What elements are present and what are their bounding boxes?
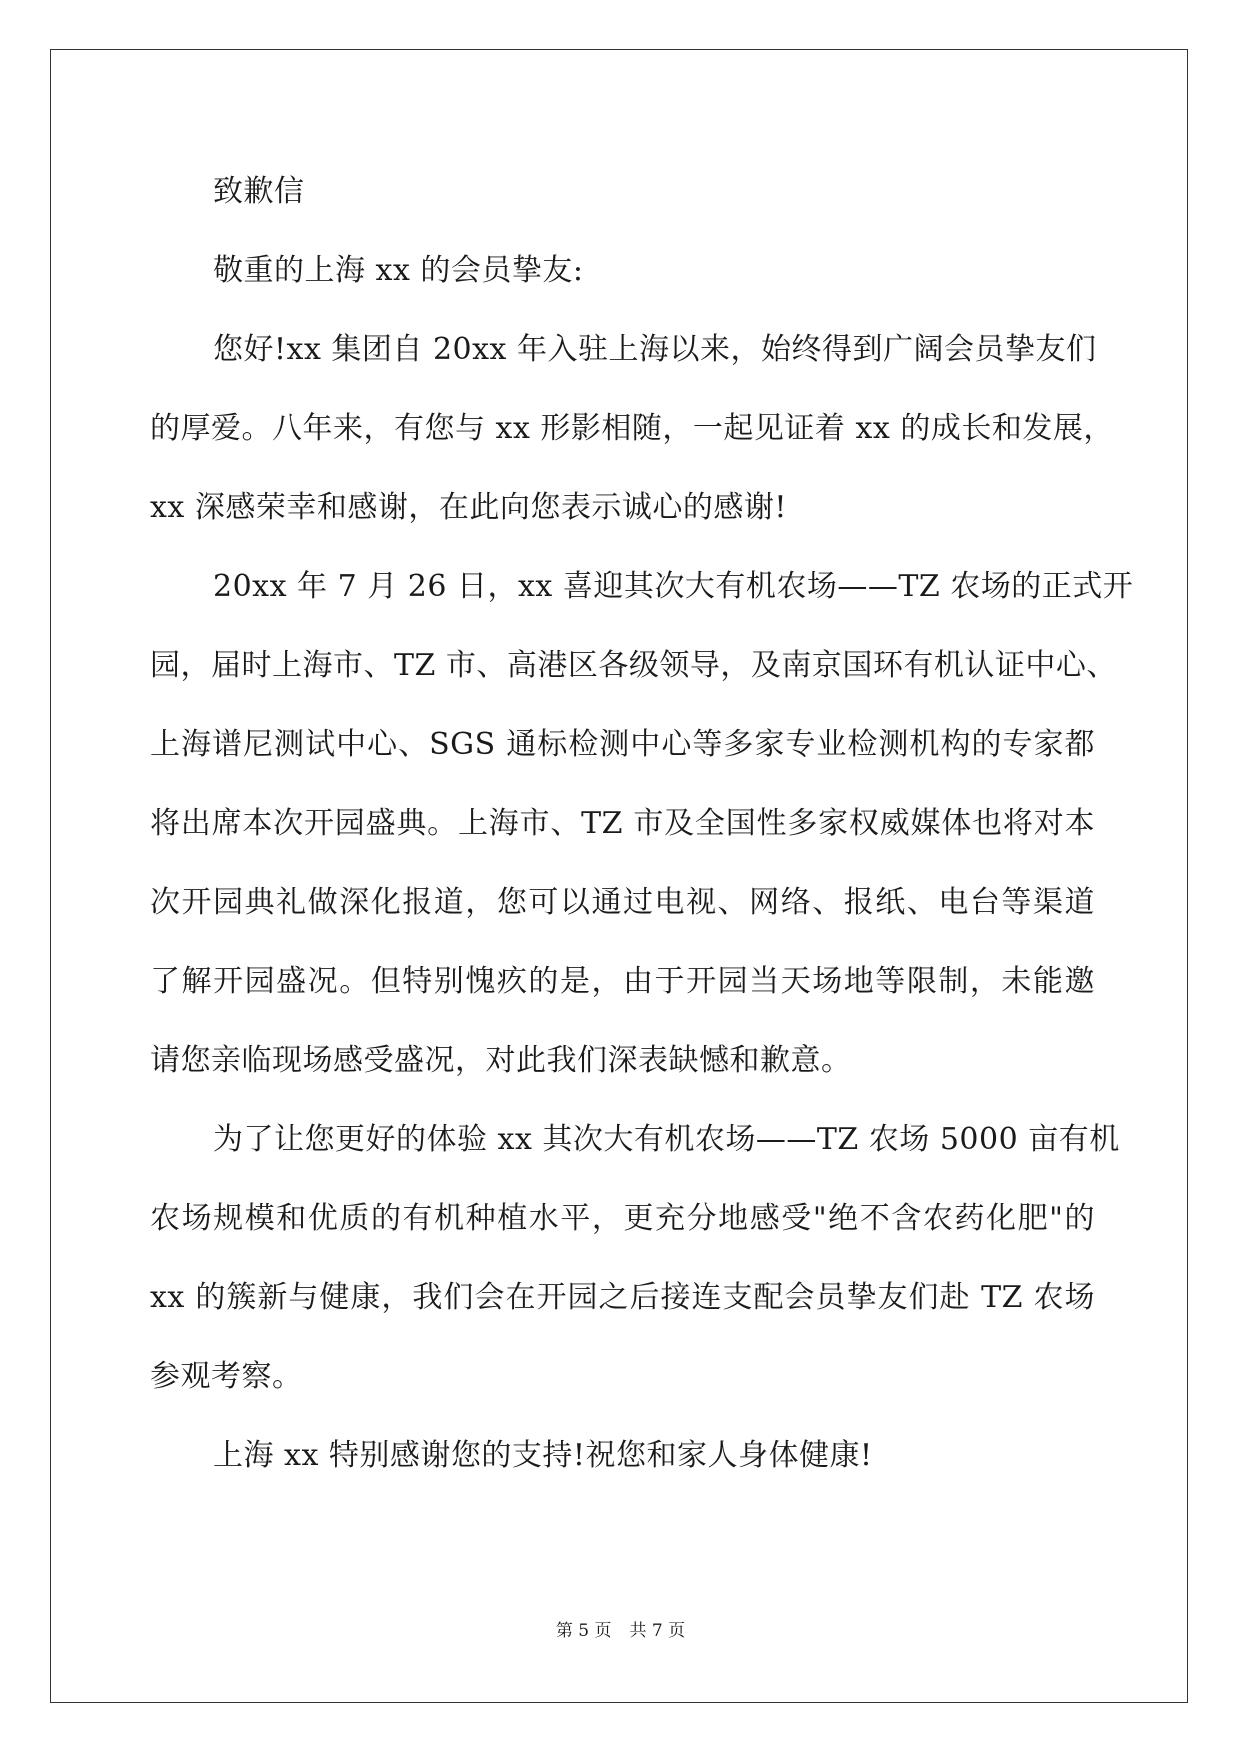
paragraph-line: 您好!xx 集团自 20xx 年入驻上海以来，始终得到广阔会员挚友们 [213, 332, 1097, 367]
paragraph-line: 园，届时上海市、TZ 市、高港区各级领导，及南京国环有机认证中心、 [150, 648, 1117, 683]
paragraph-line: 20xx 年 7 月 26 日，xx 喜迎其次大有机农场——TZ 农场的正式开 [213, 569, 1134, 604]
paragraph-line: 请您亲临现场感受盛况，对此我们深表缺憾和歉意。 [150, 1043, 852, 1078]
page-total: 共 7 页 [629, 1621, 686, 1641]
letter-title: 致歉信 [213, 174, 305, 209]
page-number: 第 5 页 [555, 1621, 612, 1641]
paragraph-line: 次开园典礼做深化报道，您可以通过电视、网络、报纸、电台等渠道 [150, 885, 1095, 920]
paragraph-line: 的厚爱。八年来，有您与 xx 形影相随，一起见证着 xx 的成长和发展， [150, 411, 1114, 446]
page-footer [0, 1619, 1241, 1643]
paragraph-line: 将出席本次开园盛典。上海市、TZ 市及全国性多家权威媒体也将对本 [150, 806, 1095, 841]
paragraph-line: 参观考察。 [150, 1359, 303, 1394]
paragraph-line: 为了让您更好的体验 xx 其次大有机农场——TZ 农场 5000 亩有机 [213, 1122, 1120, 1157]
closing-line: 上海 xx 特别感谢您的支持!祝您和家人身体健康! [213, 1438, 873, 1473]
paragraph-line: xx 的簇新与健康，我们会在开园之后接连支配会员挚友们赴 TZ 农场 [150, 1280, 1095, 1315]
paragraph-line: 了解开园盛况。但特别愧疚的是，由于开园当天场地等限制，未能邀 [150, 964, 1095, 999]
paragraph-line: 上海谱尼测试中心、SGS 通标检测中心等多家专业检测机构的专家都 [150, 727, 1095, 762]
paragraph-line: xx 深感荣幸和感谢，在此向您表示诚心的感谢! [150, 490, 787, 525]
salutation: 敬重的上海 xx 的会员挚友: [213, 253, 584, 288]
paragraph-line: 农场规模和优质的有机种植水平，更充分地感受"绝不含农药化肥"的 [150, 1201, 1095, 1236]
